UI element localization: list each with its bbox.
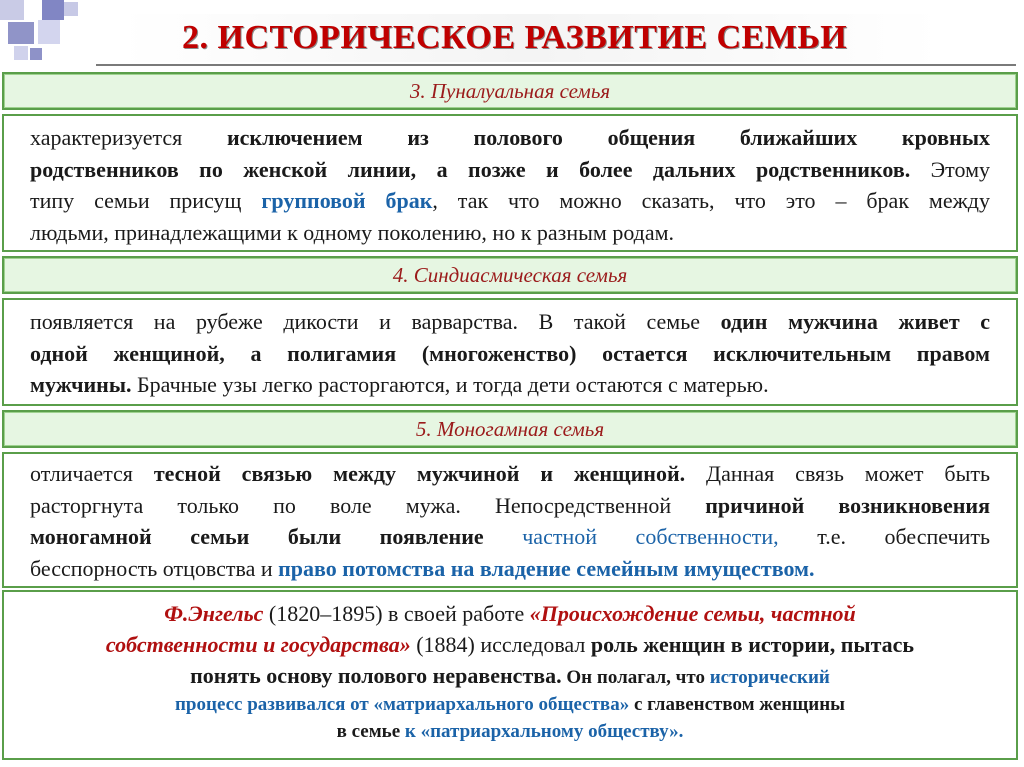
text-run-highlight: процесс развивался от «матриархального общества»	[174, 694, 630, 715]
decor-square	[30, 48, 42, 60]
text-run-highlight: к «патриархальному обществу».	[404, 721, 684, 742]
decor-square	[38, 20, 60, 44]
section-heading-syndyasmian: 4. Синдиасмическая семья	[2, 256, 1018, 294]
text-line	[30, 369, 990, 401]
text-line	[30, 306, 990, 338]
section-text-syndyasmian	[2, 298, 1018, 406]
decor-square	[64, 2, 78, 16]
text-line	[30, 185, 990, 217]
text-run-bold: мужчины.	[30, 372, 132, 397]
book-title: собственности и государства»	[105, 632, 411, 657]
text-run: отличается	[30, 461, 154, 486]
engels-line	[4, 660, 1016, 691]
title-underline	[96, 64, 1016, 66]
engels-note	[2, 590, 1018, 760]
page-title: 2. ИСТОРИЧЕСКОЕ РАЗВИТИЕ СЕМЬИ	[120, 14, 940, 62]
text-line	[30, 122, 990, 154]
engels-line	[4, 691, 1016, 718]
text-run: бесспорность отцовства и	[30, 555, 279, 581]
section-text-monogamous	[2, 452, 1018, 588]
text-run-highlight: исторический	[709, 667, 830, 688]
text-line	[30, 338, 990, 370]
engels-line	[4, 629, 1016, 660]
text-run-bold: родственников по женской линии, а позже и более дальних родственников.	[30, 156, 911, 182]
text-run: с главенством женщины	[629, 694, 846, 715]
text-line	[30, 154, 990, 186]
text-run: Этому	[910, 156, 990, 182]
engels-line	[4, 718, 1016, 745]
decor-square	[42, 0, 64, 20]
text-run: людьми, принадлежащими к одному поколению, но к разным родам.	[30, 219, 675, 245]
text-run: Брачные узы легко расторгаются, и тогда дети остаются с матерью.	[131, 372, 769, 397]
text-line	[30, 490, 990, 522]
text-run-bold: один мужчина живет с	[720, 309, 990, 334]
text-run-bold: роль женщин в истории, пытась	[590, 632, 915, 657]
text-run: появляется на рубеже дикости и варварства. В такой семье	[30, 309, 721, 334]
decor-square	[14, 46, 28, 60]
text-line	[30, 521, 990, 553]
text-run: Он полагал, что	[561, 667, 710, 688]
text-run-bold: тесной связью между мужчиной и женщиной.	[153, 461, 686, 486]
text-run-bold: моногамной семьи были появление	[30, 524, 523, 549]
text-run-highlight: групповой брак	[261, 188, 433, 213]
text-run-highlight: частной собственности,	[522, 524, 779, 549]
text-run-bold: причиной возникновения	[705, 492, 990, 518]
text-run: Данная связь может быть	[685, 461, 990, 486]
book-title: «Происхождение семьи, частной	[529, 601, 856, 626]
text-run: , так что можно сказать, что это – брак между	[432, 188, 991, 213]
section-text-punaluan	[2, 114, 1018, 252]
text-run: характеризуется	[30, 125, 227, 150]
text-run: в семье	[336, 721, 405, 742]
text-run-bold: исключением из полового общения ближайших кровных	[226, 125, 990, 150]
text-run: (1884) исследовал	[410, 632, 591, 657]
decor-square	[0, 0, 24, 20]
text-line	[30, 553, 990, 585]
section-heading-punaluan: 3. Пуналуальная семья	[2, 72, 1018, 110]
decor-square	[24, 0, 42, 20]
text-run: типу семьи присущ	[30, 188, 262, 213]
engels-line	[4, 598, 1016, 629]
decor-square	[8, 22, 34, 44]
text-run: т.е. обеспечить	[778, 524, 990, 549]
text-line	[30, 458, 990, 490]
text-run: расторгнута только по воле мужа. Непосредственной	[30, 492, 706, 518]
text-run-bold: понять основу полового неравенства.	[190, 663, 562, 688]
text-run-highlight: право потомства на владение семейным имуществом.	[278, 555, 815, 581]
text-run-bold: одной женщиной, а полигамия (многоженство) остается исключительным правом	[30, 340, 990, 366]
text-line	[30, 217, 990, 249]
section-heading-monogamous: 5. Моногамная семья	[2, 410, 1018, 448]
text-run: (1820–1895) в своей работе	[263, 601, 530, 626]
author-name: Ф.Энгельс	[164, 601, 264, 626]
